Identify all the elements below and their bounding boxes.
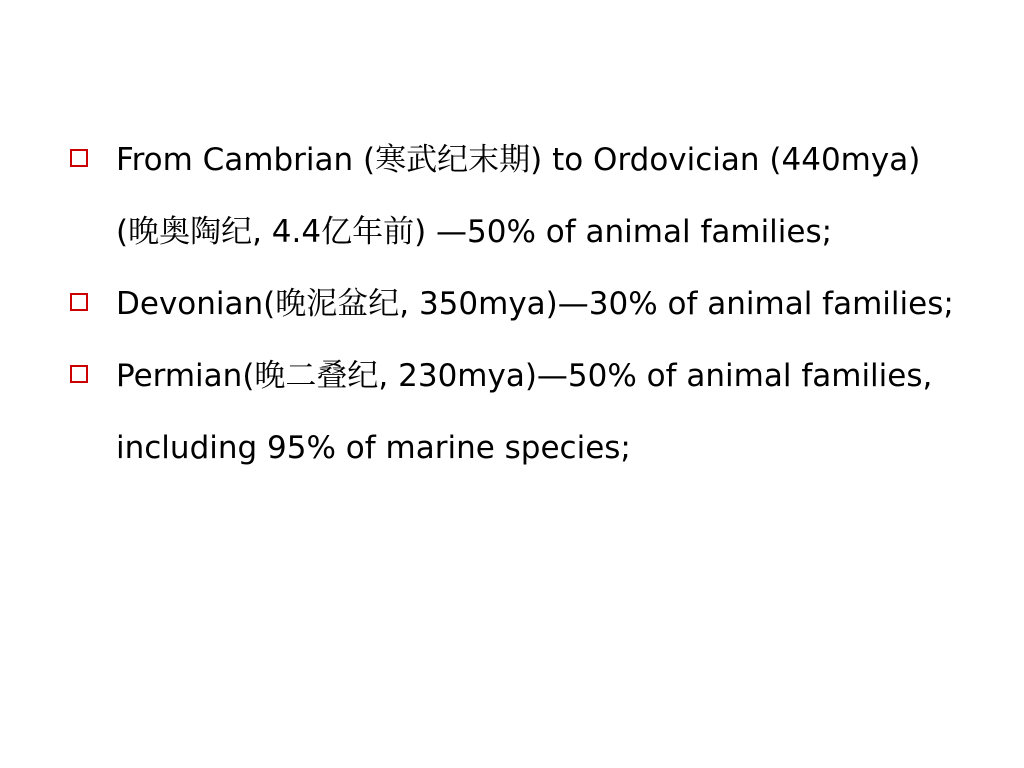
- bullet-item-permian: [64, 340, 964, 484]
- bullet-text: From Cambrian (寒武纪末期) to Ordovician (440mya) (晚奥陶纪, 4.4亿年前) —50% of animal families;: [116, 142, 921, 250]
- bullet-text: Permian(晚二叠纪, 230mya)—50% of animal families, including 95% of marine species;: [116, 358, 933, 466]
- hollow-square-bullet-icon: [70, 149, 88, 167]
- bullet-text: Devonian(晚泥盆纪, 350mya)—30% of animal families;: [116, 286, 954, 322]
- bullet-item-cambrian-ordovician: [64, 124, 964, 268]
- hollow-square-bullet-icon: [70, 365, 88, 383]
- bullet-list: [64, 124, 964, 484]
- bullet-item-devonian: [64, 268, 964, 340]
- hollow-square-bullet-icon: [70, 293, 88, 311]
